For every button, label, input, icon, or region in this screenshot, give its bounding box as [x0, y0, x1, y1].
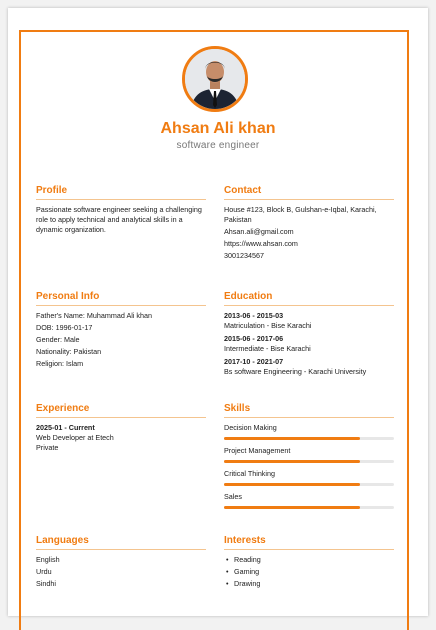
- skill-name: Project Management: [224, 446, 291, 455]
- contact-address: House #123, Block B, Gulshan-e-Iqbal, Karachi, Pakistan: [224, 205, 377, 224]
- skill-bar-fill: [224, 460, 360, 463]
- skill-bar: [224, 483, 394, 486]
- skill-item: [224, 446, 394, 463]
- contact-email: Ahsan.ali@gmail.com: [224, 227, 294, 236]
- interest-item: • Gaming: [234, 567, 394, 577]
- candidate-name: Ahsan Ali khan: [160, 120, 276, 137]
- personal-info-item: Religion: Islam: [36, 359, 84, 368]
- profile-heading: Profile: [36, 185, 206, 200]
- interests-heading: Interests: [224, 535, 394, 550]
- experience-dates: 2025-01 - Current: [36, 423, 95, 432]
- experience-entry: [36, 423, 206, 453]
- personal-info-section: [36, 291, 206, 371]
- education-desc: Matriculation - Bise Karachi: [224, 321, 312, 330]
- skill-name: Decision Making: [224, 423, 277, 432]
- language-item: Sindhi: [36, 579, 56, 588]
- skill-bar: [224, 506, 394, 509]
- skill-item: [224, 492, 394, 509]
- education-entry: [224, 311, 394, 331]
- experience-heading: Experience: [36, 403, 206, 418]
- education-dates: 2015-06 - 2017-06: [224, 334, 284, 343]
- education-dates: 2017-10 - 2021-07: [224, 357, 284, 366]
- language-item: English: [36, 555, 60, 564]
- interest-item: • Reading: [234, 555, 394, 565]
- language-item: Urdu: [36, 567, 52, 576]
- education-desc: Intermediate - Bise Karachi: [224, 344, 311, 353]
- education-entry: [224, 334, 394, 354]
- languages-section: [36, 535, 206, 591]
- languages-heading: Languages: [36, 535, 206, 550]
- contact-heading: Contact: [224, 185, 394, 200]
- personal-info-item: DOB: 1996-01-17: [36, 323, 93, 332]
- profile-text: Passionate software engineer seeking a challenging role to apply technical and analytical skills in a dynamic organization.: [36, 205, 202, 234]
- education-dates: 2013-06 - 2015-03: [224, 311, 284, 320]
- education-section: [224, 291, 394, 380]
- resume-page: [8, 8, 428, 616]
- education-heading: Education: [224, 291, 394, 306]
- personal-info-heading: Personal Info: [36, 291, 206, 306]
- personal-info-item: Gender: Male: [36, 335, 80, 344]
- profile-photo: [182, 46, 248, 112]
- experience-section: [36, 403, 206, 456]
- contact-section: [224, 185, 394, 263]
- interests-section: [224, 535, 394, 591]
- skills-heading: Skills: [224, 403, 394, 418]
- personal-info-item: Nationality: Pakistan: [36, 347, 102, 356]
- skill-bar: [224, 460, 394, 463]
- contact-phone: 3001234567: [224, 251, 264, 260]
- candidate-title: software engineer: [176, 140, 260, 151]
- experience-type: Private: [36, 443, 59, 452]
- education-desc: Bs software Engineering - Karachi University: [224, 367, 367, 376]
- contact-website: https://www.ahsan.com: [224, 239, 298, 248]
- interest-item: • Drawing: [234, 579, 394, 589]
- skill-item: [224, 469, 394, 486]
- education-entry: [224, 357, 394, 377]
- skill-bar-fill: [224, 437, 360, 440]
- skill-bar: [224, 437, 394, 440]
- skill-name: Critical Thinking: [224, 469, 275, 478]
- skill-bar-fill: [224, 483, 360, 486]
- skills-section: [224, 403, 394, 515]
- skill-name: Sales: [224, 492, 242, 501]
- skill-bar-fill: [224, 506, 360, 509]
- profile-section: [36, 185, 206, 237]
- experience-role: Web Developer at Etech: [36, 433, 114, 442]
- personal-info-item: Father's Name: Muhammad Ali khan: [36, 311, 153, 320]
- skill-item: [224, 423, 394, 440]
